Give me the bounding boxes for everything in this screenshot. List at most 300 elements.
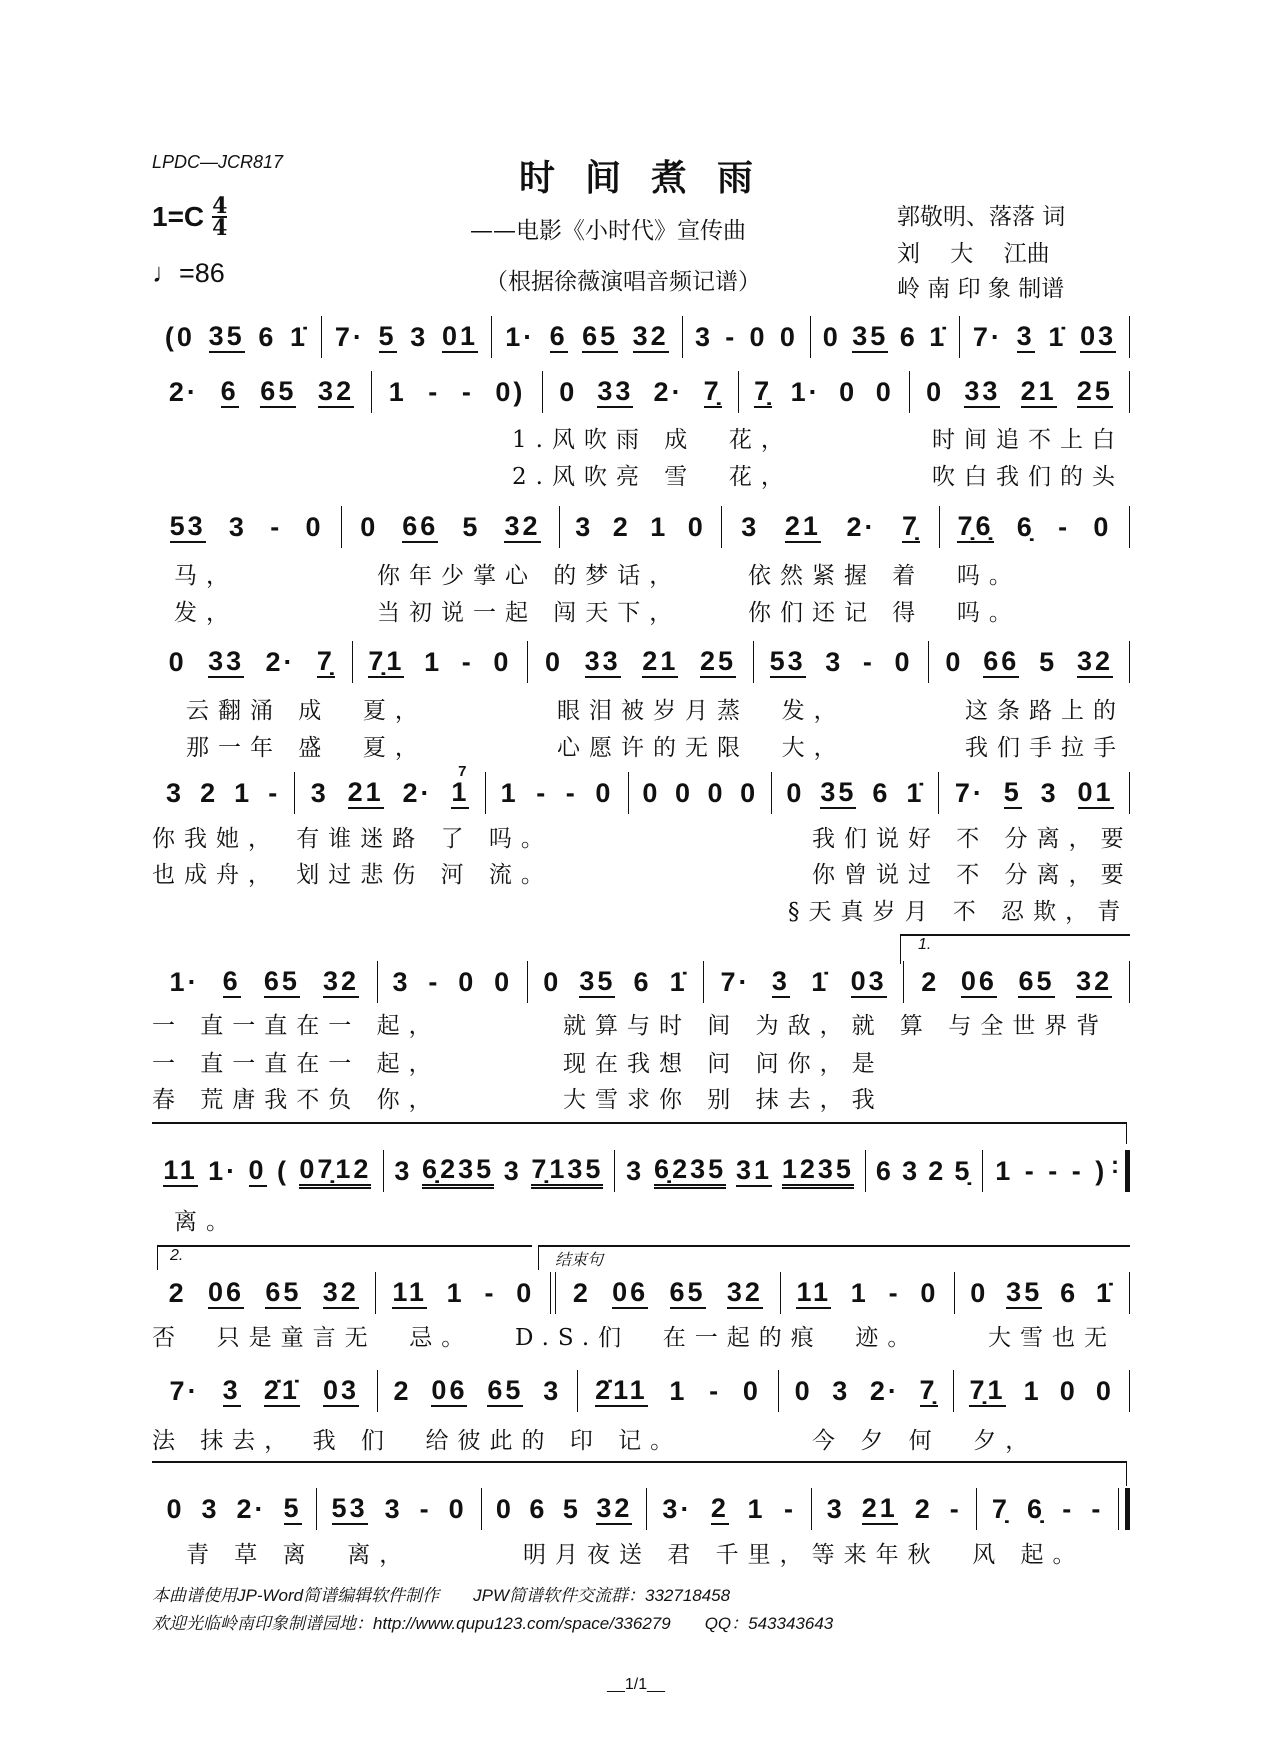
note-group: 25 bbox=[699, 646, 736, 676]
note-group: - bbox=[270, 512, 283, 542]
note-group: 0 bbox=[305, 512, 324, 542]
note-group: 0) bbox=[495, 377, 526, 407]
volta-1-continuation bbox=[152, 1122, 1127, 1124]
note-group: 33 bbox=[964, 376, 1001, 406]
score-row bbox=[152, 510, 1130, 544]
score-code: LPDC—JCR817 bbox=[152, 152, 284, 172]
note-group: 5 bbox=[378, 321, 397, 351]
note-group: 1̇ bbox=[906, 778, 925, 808]
note-group: 1 bbox=[424, 647, 443, 677]
measure bbox=[904, 965, 1129, 999]
note-group: 5 bbox=[1003, 777, 1022, 807]
note-group: 06 bbox=[208, 1277, 245, 1307]
score-row bbox=[152, 1374, 1130, 1408]
score-row bbox=[152, 1492, 1130, 1526]
note-group: 25 bbox=[1076, 376, 1113, 406]
page-title: 时间煮雨 bbox=[518, 157, 783, 199]
note-group: 07̣12 bbox=[299, 1154, 371, 1189]
note-group: 0 bbox=[166, 1494, 185, 1524]
note-group: 3 bbox=[201, 1494, 220, 1524]
score-row bbox=[152, 645, 1130, 679]
note-group: 0 bbox=[1059, 1376, 1078, 1406]
note-group: 1̇ bbox=[669, 967, 688, 997]
note-group: 6 bbox=[1060, 1278, 1079, 1308]
note-group: 21 bbox=[1020, 376, 1057, 406]
score-row bbox=[152, 320, 1130, 354]
note-group: 32 bbox=[318, 376, 355, 406]
note-group: 2 bbox=[928, 1156, 947, 1186]
note-group: 1· bbox=[790, 377, 821, 407]
note-group: 3 bbox=[695, 322, 714, 352]
note-group: 6 bbox=[222, 966, 241, 996]
measure bbox=[779, 1374, 954, 1408]
note-group: 21 bbox=[861, 1493, 898, 1523]
score-row bbox=[152, 763, 1130, 810]
note-group: 0 bbox=[894, 647, 913, 677]
note-group: 1̇ bbox=[811, 967, 830, 997]
lyric-segment: 你曾说过 不 分离，要 bbox=[812, 862, 1133, 888]
transcription-note: （根据徐薇演唱音频记谱） bbox=[485, 269, 761, 295]
section-divider bbox=[152, 1461, 1127, 1463]
note-group: ( bbox=[276, 1156, 289, 1186]
note-group: - bbox=[1062, 1494, 1075, 1524]
note-group: 11 bbox=[163, 1155, 198, 1185]
measure bbox=[929, 645, 1129, 679]
measure bbox=[152, 1154, 383, 1188]
lyric-segment: §天真岁月 不 忍欺，青 bbox=[788, 899, 1130, 925]
measure bbox=[342, 510, 558, 544]
lyric-segment: 心愿许的无限 大， bbox=[557, 735, 846, 761]
barline bbox=[1129, 506, 1130, 548]
measure bbox=[376, 1276, 550, 1310]
note-group: 1̇ bbox=[929, 322, 948, 352]
lyric-segment: 明月夜送 君 千里，等来年秋 风 起。 bbox=[523, 1542, 1085, 1568]
note-group: 2· bbox=[653, 377, 684, 407]
note-group: 0 bbox=[543, 967, 562, 997]
note-group: 3 bbox=[1040, 778, 1059, 808]
note-group: 0 bbox=[707, 778, 726, 808]
ending-label: 结束句 bbox=[555, 1252, 604, 1269]
note-group: 7̣ bbox=[754, 376, 773, 406]
measure bbox=[353, 645, 528, 679]
note-group: 1 bbox=[995, 1156, 1014, 1186]
note-group: 5 bbox=[462, 512, 481, 542]
note-group: 1 bbox=[234, 778, 253, 808]
note-group: 6 bbox=[633, 967, 652, 997]
note-group: 06 bbox=[612, 1277, 649, 1307]
barline bbox=[1129, 371, 1130, 413]
note-group: 2 bbox=[921, 967, 940, 997]
measure bbox=[977, 1492, 1118, 1526]
measure bbox=[486, 776, 628, 810]
note-group: 6̣ bbox=[1016, 512, 1035, 542]
note-group: 32 bbox=[504, 511, 541, 541]
lyric-segment: 今 夕 何 夕， bbox=[812, 1428, 1038, 1454]
volta-1-bracket-left bbox=[900, 934, 901, 964]
note-group: 7̣ bbox=[703, 376, 722, 406]
note-group: 6̣235 bbox=[654, 1154, 726, 1189]
note-group: 32 bbox=[1076, 966, 1113, 996]
lyric-segment: 这条路上的 bbox=[965, 698, 1125, 724]
note-group: 7̣ bbox=[919, 1375, 938, 1405]
note-group: 0 bbox=[945, 647, 964, 677]
note-group: 3 bbox=[394, 1156, 413, 1186]
note-group: 0 bbox=[595, 778, 614, 808]
measure bbox=[378, 965, 528, 999]
lyric-segment: 就算与时 间 为敌，就 算 与全世界背 bbox=[563, 1013, 1109, 1039]
lyric-segment: D.S.们 在一起的痕 迹。 bbox=[515, 1325, 920, 1351]
note-group: 0 bbox=[1095, 1376, 1114, 1406]
note-group: 3 bbox=[626, 1156, 645, 1186]
note-group: 7̣ bbox=[316, 646, 335, 676]
note-group: 6 bbox=[549, 321, 568, 351]
measure bbox=[152, 645, 352, 679]
note-group: 7· bbox=[972, 322, 1003, 352]
lyric-segment: 离。 bbox=[174, 1209, 238, 1235]
measure bbox=[543, 375, 738, 409]
note-group: 0 bbox=[493, 647, 512, 677]
note-group: 7̣1 bbox=[969, 1375, 1006, 1405]
note-group: 0 bbox=[822, 322, 841, 352]
note-group: 0 bbox=[559, 377, 578, 407]
tempo-marking: ♩=86 bbox=[152, 258, 225, 288]
measure bbox=[866, 1154, 983, 1188]
note-group: 0 bbox=[248, 1155, 267, 1185]
note-group: 2 bbox=[710, 1493, 729, 1523]
lyric-segment: 法 抹去， 我 们 给彼此的 印 记。 bbox=[152, 1428, 683, 1454]
note-group: - bbox=[949, 1494, 962, 1524]
note-group: 1· bbox=[208, 1156, 239, 1186]
barline bbox=[1129, 961, 1130, 1003]
note-group: 2 bbox=[200, 778, 219, 808]
note-group: 5 bbox=[283, 1493, 302, 1523]
note-group: 5 bbox=[1039, 647, 1058, 677]
note-group: 3 bbox=[410, 322, 429, 352]
note-group: - bbox=[862, 647, 875, 677]
measure bbox=[378, 1374, 578, 1408]
note-group: 6 bbox=[899, 322, 918, 352]
lyric-segment: 也成舟， 划过悲伤 河 流。 bbox=[152, 862, 553, 888]
note-group: - bbox=[461, 377, 474, 407]
note-group: - bbox=[1058, 512, 1071, 542]
note-group: 2· bbox=[168, 377, 199, 407]
note-group: 3 bbox=[771, 966, 790, 996]
note-group: - bbox=[1091, 1494, 1104, 1524]
lyric-segment: 否 只是童言无 忌。 bbox=[152, 1325, 474, 1351]
note-group: 0 bbox=[1093, 512, 1112, 542]
measure bbox=[152, 375, 371, 409]
measure bbox=[812, 1492, 976, 1526]
note-group: 2· bbox=[402, 778, 433, 808]
composer-credit: 刘 大 江曲 bbox=[897, 241, 1050, 267]
note-group: 03 bbox=[850, 966, 887, 996]
volta-1-bracket bbox=[900, 934, 1130, 936]
note-group: 53 bbox=[169, 511, 206, 541]
note-group: 7· bbox=[169, 1376, 200, 1406]
note-group: 35 bbox=[1006, 1277, 1043, 1307]
note-group: - bbox=[484, 1278, 497, 1308]
note-group: - bbox=[461, 647, 474, 677]
note-group: 0 bbox=[875, 377, 894, 407]
note-group: 3 bbox=[228, 512, 247, 542]
measure bbox=[372, 375, 542, 409]
note-group: 7· bbox=[954, 778, 985, 808]
lyric-segment: 你们还记 得 吗。 bbox=[748, 600, 1021, 626]
measure bbox=[960, 320, 1129, 354]
time-top: 4 bbox=[212, 193, 228, 219]
measure bbox=[772, 776, 938, 810]
note-group: - bbox=[783, 1494, 796, 1524]
footer-line-2: 欢迎光临岭南印象制谱园地：http://www.qupu123.com/space/336279 QQ：543343643 bbox=[152, 1614, 834, 1633]
lyric-segment: 云翻涌 成 夏， bbox=[186, 698, 427, 724]
measure bbox=[647, 1492, 811, 1526]
note-group: 1 bbox=[669, 1376, 688, 1406]
note-group: 0 bbox=[794, 1376, 813, 1406]
measure bbox=[152, 1492, 316, 1526]
arranger-credit: 岭 南 印 象 制谱 bbox=[897, 276, 1065, 302]
time-bottom: 4 bbox=[212, 215, 228, 241]
measure bbox=[556, 1276, 779, 1310]
note-group: - bbox=[1071, 1156, 1084, 1186]
note-group: 35 bbox=[820, 777, 857, 807]
note-group: 11 bbox=[392, 1277, 427, 1307]
note-group: 6 bbox=[220, 376, 239, 406]
note-group: 3 bbox=[902, 1156, 921, 1186]
note-group: 7̣6̣ bbox=[957, 511, 994, 541]
lyric-segment: 吹白我们的头 bbox=[932, 464, 1124, 490]
note-group: 0 bbox=[926, 377, 945, 407]
note-group: - bbox=[428, 377, 441, 407]
lyric-segment: 大雪求你 别 抹去，我 bbox=[563, 1087, 884, 1113]
note-group: 32 bbox=[1077, 646, 1114, 676]
measure bbox=[739, 375, 909, 409]
note-group: 11 bbox=[796, 1277, 832, 1307]
note-group: 01 bbox=[1077, 777, 1114, 807]
lyric-segment: 一 直一直在一 起， bbox=[152, 1013, 441, 1039]
note-group: 3 bbox=[826, 1494, 845, 1524]
key-signature bbox=[152, 193, 228, 241]
ending-bracket-left bbox=[538, 1245, 539, 1270]
lyric-segment: 大雪也无 bbox=[988, 1325, 1116, 1351]
note-group: 32 bbox=[322, 966, 360, 996]
note-group: 35 bbox=[852, 321, 889, 351]
note-group: 2· bbox=[236, 1494, 267, 1524]
lyric-segment: 你年少掌心 的梦话， bbox=[377, 563, 682, 589]
note-group: 7· bbox=[720, 967, 751, 997]
note-group: 0 bbox=[786, 778, 805, 808]
note-group: 35 bbox=[208, 321, 245, 351]
note-group: 5̣ bbox=[954, 1156, 973, 1186]
note-group: 3 bbox=[575, 512, 594, 542]
note-group: 1 bbox=[388, 377, 407, 407]
note-group: 1235 bbox=[782, 1154, 854, 1189]
note-group: 0 bbox=[494, 967, 513, 997]
note-group: 65 bbox=[260, 376, 297, 406]
note-group: 7· bbox=[334, 322, 365, 352]
measure bbox=[722, 510, 938, 544]
note-group: 1 7 bbox=[451, 777, 469, 809]
lyric-segment: 1.风吹雨 成 花， bbox=[512, 427, 793, 453]
note-group: - bbox=[1024, 1156, 1037, 1186]
measure bbox=[578, 1374, 778, 1408]
note-group: 0 bbox=[920, 1278, 939, 1308]
note-group: 1̇ bbox=[1048, 322, 1067, 352]
measure bbox=[954, 1374, 1129, 1408]
note-group: 3 bbox=[832, 1376, 851, 1406]
note-group: 7̣135 bbox=[531, 1154, 603, 1189]
note-group: 2· bbox=[265, 647, 296, 677]
note-group: 6 bbox=[258, 322, 277, 352]
grace-note: 7 bbox=[458, 763, 470, 780]
note-group: 33 bbox=[597, 376, 634, 406]
note-group: 65 bbox=[263, 966, 300, 996]
note-group: 32 bbox=[632, 321, 669, 351]
note-group: 2̇11 bbox=[595, 1375, 648, 1405]
lyric-segment: 当初说一起 闯天下， bbox=[377, 600, 682, 626]
measure bbox=[754, 645, 929, 679]
note-group: 3 bbox=[543, 1376, 562, 1406]
score-row bbox=[152, 1276, 1130, 1310]
note-group: 0 bbox=[168, 647, 187, 677]
note-group: - bbox=[888, 1278, 901, 1308]
measure bbox=[528, 965, 703, 999]
note-group: 0 bbox=[448, 1494, 467, 1524]
note-group: 2 bbox=[612, 512, 631, 542]
measure bbox=[781, 1276, 955, 1310]
note-group: 66 bbox=[983, 646, 1020, 676]
note-group: 0 bbox=[360, 512, 379, 542]
measure bbox=[152, 320, 321, 354]
note-group: 65 bbox=[669, 1277, 706, 1307]
lyric-segment: 那一年 盛 夏， bbox=[186, 735, 427, 761]
note-group: 31 bbox=[735, 1155, 773, 1185]
score-row bbox=[152, 375, 1130, 409]
lyric-segment: 春 荒唐我不负 你， bbox=[152, 1087, 441, 1113]
note-group: 06 bbox=[960, 966, 997, 996]
note-group: 1 bbox=[446, 1278, 465, 1308]
note-group: 7̣ bbox=[991, 1494, 1010, 1524]
note-group: 2̇1̇ bbox=[263, 1375, 300, 1405]
lyric-segment: 发， bbox=[174, 600, 238, 626]
lyricist-credit: 郭敬明、落落 词 bbox=[897, 204, 1066, 230]
measure bbox=[910, 375, 1129, 409]
note-group: 21 bbox=[642, 646, 679, 676]
lyric-segment: 我们手拉手 bbox=[965, 735, 1125, 761]
note-group: 3 bbox=[166, 778, 185, 808]
note-group: 32 bbox=[322, 1277, 359, 1307]
note-group: 1· bbox=[169, 967, 200, 997]
note-group: 1̇ bbox=[290, 322, 309, 352]
note-group: 7̣ bbox=[902, 511, 921, 541]
section-divider-tick bbox=[1126, 1461, 1127, 1486]
note-group: 3 bbox=[384, 1494, 403, 1524]
note-group: - bbox=[1048, 1156, 1061, 1186]
measure bbox=[152, 1276, 375, 1310]
note-group: 6 bbox=[872, 778, 891, 808]
note-group: 0 bbox=[839, 377, 858, 407]
note-group: 3· bbox=[662, 1494, 693, 1524]
barline bbox=[1129, 772, 1130, 814]
note-group: 0 bbox=[970, 1278, 989, 1308]
barline bbox=[1129, 1370, 1130, 1412]
barline bbox=[1129, 316, 1130, 358]
note-group: 65 bbox=[265, 1277, 302, 1307]
note-group: 6̣235 bbox=[422, 1154, 494, 1189]
lyric-segment: 眼泪被岁月蒸 发， bbox=[557, 698, 846, 724]
volta-1-label: 1. bbox=[918, 936, 932, 953]
measure bbox=[615, 1154, 865, 1188]
note-group: 2 bbox=[914, 1494, 933, 1524]
ending-bracket bbox=[538, 1245, 1130, 1247]
note-group: 1 bbox=[747, 1494, 766, 1524]
measure bbox=[482, 1492, 646, 1526]
note-group: 65 bbox=[582, 321, 619, 351]
note-group: 6 bbox=[875, 1156, 894, 1186]
note-group: 3 bbox=[1016, 321, 1035, 351]
note-group: 0 bbox=[516, 1278, 535, 1308]
note-group: 66 bbox=[402, 511, 439, 541]
note-group: 3 bbox=[392, 967, 411, 997]
note-group: 2 bbox=[393, 1376, 412, 1406]
note-group: - bbox=[725, 322, 738, 352]
measure bbox=[940, 510, 1129, 544]
note-group: 1 bbox=[1023, 1376, 1042, 1406]
note-group: 3 bbox=[222, 1375, 241, 1405]
lyric-segment: 一 直一直在一 起， bbox=[152, 1051, 441, 1077]
measure bbox=[704, 965, 904, 999]
note-group: 03 bbox=[1080, 321, 1117, 351]
note-group: 33 bbox=[208, 646, 245, 676]
subtitle: ——电影《小时代》宣传曲 bbox=[470, 218, 746, 244]
measure bbox=[317, 1492, 481, 1526]
measure bbox=[939, 776, 1129, 810]
measure bbox=[955, 1276, 1129, 1310]
lyric-segment: 我们说好 不 分离，要 bbox=[812, 826, 1133, 852]
lyric-segment: 时间追不上白 bbox=[932, 427, 1124, 453]
final-barline bbox=[1118, 1488, 1130, 1530]
note-group: 2 bbox=[572, 1278, 591, 1308]
lyric-segment: 青 草 离 离， bbox=[186, 1542, 412, 1568]
note-group: 32 bbox=[596, 1493, 633, 1523]
note-group: 0 bbox=[779, 322, 798, 352]
note-group: 1 bbox=[850, 1278, 869, 1308]
note-group: 32 bbox=[726, 1277, 763, 1307]
note-group: 6 bbox=[529, 1494, 548, 1524]
note-group: 2 bbox=[168, 1278, 187, 1308]
measure bbox=[152, 1374, 377, 1408]
note-group: 0 bbox=[458, 967, 477, 997]
measure bbox=[811, 320, 959, 354]
measure bbox=[152, 776, 294, 810]
lyric-segment: 依然紧握 着 吗。 bbox=[748, 563, 1021, 589]
score-row bbox=[152, 1154, 1130, 1188]
note-group: 01 bbox=[442, 321, 479, 351]
lyric-segment: 马， bbox=[174, 563, 238, 589]
measure bbox=[152, 965, 377, 999]
measure bbox=[492, 320, 682, 354]
measure bbox=[983, 1154, 1119, 1188]
repeat-barline bbox=[1119, 1150, 1130, 1192]
page-number: __1/1__ bbox=[607, 1676, 665, 1693]
note-group: 65 bbox=[487, 1375, 524, 1405]
note-group: 6̣ bbox=[1027, 1494, 1046, 1524]
note-group: 5 bbox=[562, 1494, 581, 1524]
score-row bbox=[152, 965, 1130, 999]
note-group: - bbox=[268, 778, 281, 808]
note-group: 1· bbox=[505, 322, 536, 352]
note-group: 7̣1 bbox=[368, 646, 405, 676]
measure bbox=[560, 510, 722, 544]
